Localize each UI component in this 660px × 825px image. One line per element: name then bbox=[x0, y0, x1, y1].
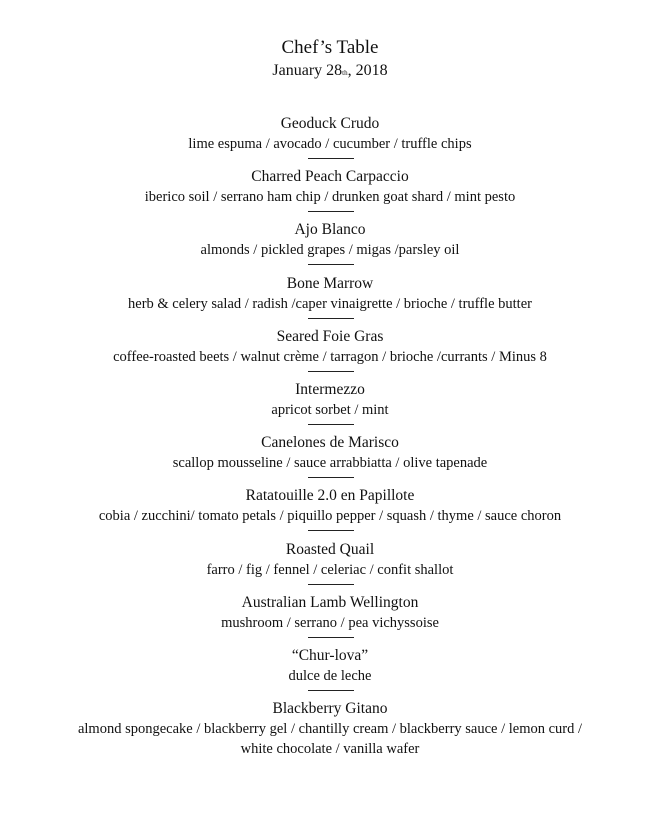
course-name: Charred Peach Carpaccio bbox=[251, 168, 409, 186]
course-name: Ajo Blanco bbox=[294, 221, 366, 239]
course-name: Seared Foie Gras bbox=[276, 327, 384, 345]
course-description: almonds / pickled grapes / migas /parsley oil bbox=[200, 242, 460, 259]
course-item bbox=[0, 220, 660, 273]
course-divider bbox=[308, 264, 354, 265]
course-divider bbox=[308, 530, 354, 531]
course-divider bbox=[308, 424, 354, 425]
course-description: mushroom / serrano / pea vichyssoise bbox=[221, 614, 439, 631]
course-description: scallop mousseline / sauce arrabbiatta / olive tapenade bbox=[172, 455, 488, 472]
date-year: , 2018 bbox=[347, 62, 388, 79]
course-divider bbox=[308, 637, 354, 638]
course-name: Geoduck Crudo bbox=[280, 115, 380, 132]
course-divider bbox=[308, 158, 354, 159]
course-description: apricot sorbet / mint bbox=[271, 401, 389, 418]
course-item bbox=[0, 114, 660, 167]
course-list bbox=[0, 114, 660, 758]
date-suffix: th bbox=[342, 69, 348, 77]
course-description: farro / fig / fennel / celeriac / confit shallot bbox=[206, 561, 454, 578]
course-item bbox=[0, 486, 660, 539]
date-main: January 28 bbox=[272, 62, 343, 79]
course-item bbox=[0, 274, 660, 327]
course-divider bbox=[308, 690, 354, 691]
course-divider bbox=[308, 371, 354, 372]
course-name: Australian Lamb Wellington bbox=[241, 593, 419, 611]
course-item bbox=[0, 380, 660, 433]
course-description: cobia / zucchini/ tomato petals / piquillo pepper / squash / thyme / sauce choron bbox=[98, 508, 562, 525]
course-name: Ratatouille 2.0 en Papillote bbox=[245, 487, 415, 505]
course-name: Roasted Quail bbox=[285, 540, 375, 558]
course-item bbox=[0, 540, 660, 593]
course-description: lime espuma / avocado / cucumber / truffle chips bbox=[188, 136, 472, 152]
course-name: Canelones de Marisco bbox=[261, 434, 399, 452]
course-name: “Chur-lova” bbox=[291, 646, 369, 664]
course-name: Bone Marrow bbox=[286, 274, 374, 292]
menu-header bbox=[0, 36, 660, 82]
course-description: herb & celery salad / radish /caper vinaigrette / brioche / truffle butter bbox=[128, 295, 532, 312]
course-item bbox=[0, 646, 660, 699]
course-item bbox=[0, 327, 660, 380]
course-divider bbox=[308, 584, 354, 585]
menu-title: Chef’s Table bbox=[281, 37, 379, 58]
course-divider bbox=[308, 211, 354, 212]
course-description: almond spongecake / blackberry gel / chantilly cream / blackberry sauce / lemon curd / white chocolate / vanilla wafer bbox=[77, 721, 583, 758]
course-divider bbox=[308, 477, 354, 478]
course-name: Blackberry Gitano bbox=[272, 700, 388, 718]
course-item bbox=[0, 593, 660, 646]
course-item bbox=[0, 699, 660, 758]
course-item bbox=[0, 433, 660, 486]
course-description: iberico soil / serrano ham chip / drunken goat shard / mint pesto bbox=[144, 189, 516, 206]
course-description: dulce de leche bbox=[288, 667, 372, 684]
course-divider bbox=[308, 318, 354, 319]
course-name: Intermezzo bbox=[295, 380, 365, 398]
course-item bbox=[0, 167, 660, 220]
menu-date bbox=[0, 60, 660, 82]
course-description: coffee-roasted beets / walnut crème / tarragon / brioche /currants / Minus 8 bbox=[113, 348, 547, 365]
